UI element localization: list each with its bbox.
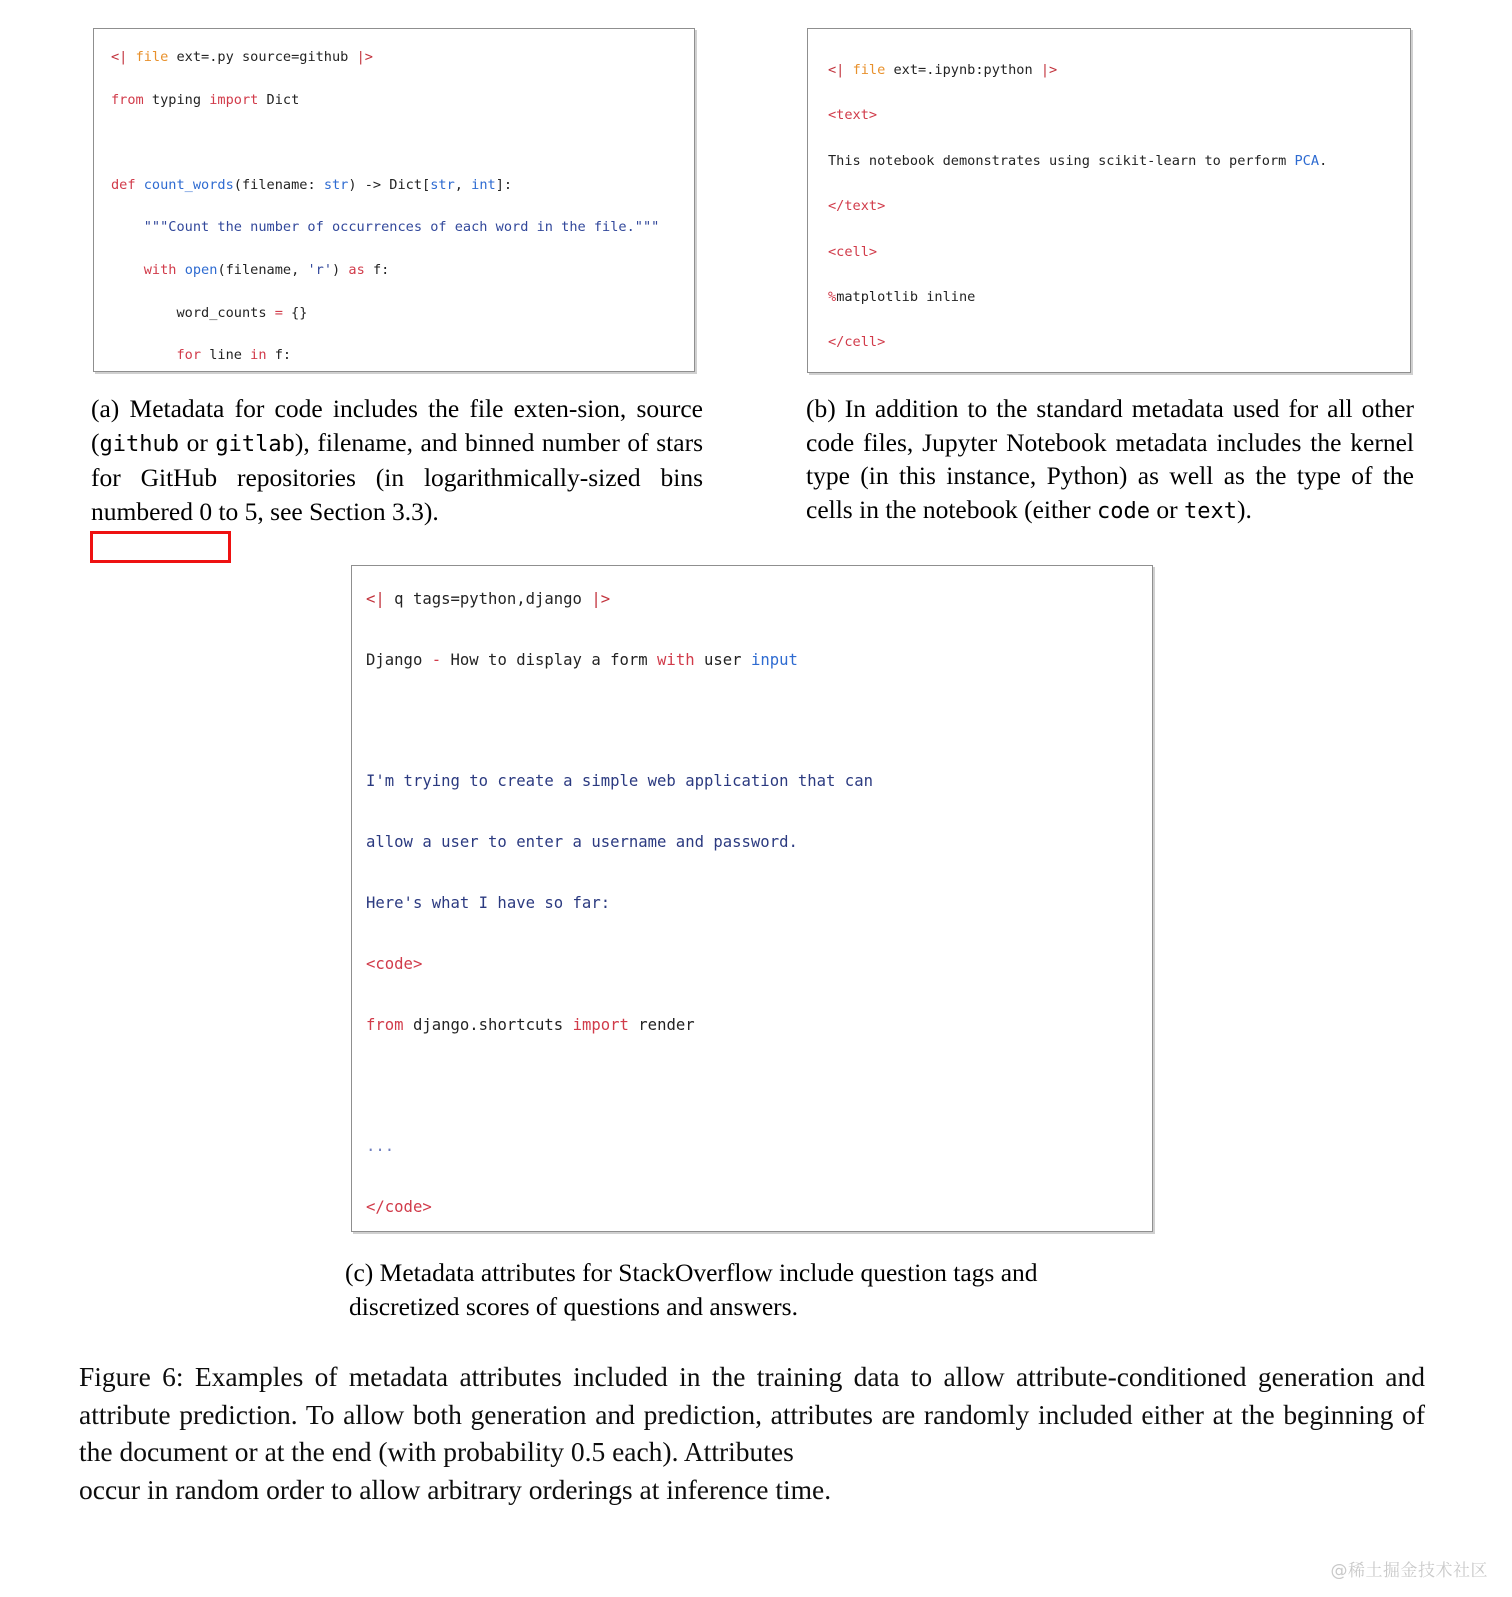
code-token: line bbox=[201, 347, 251, 364]
figure-caption bbox=[79, 1358, 1425, 1508]
code-line bbox=[366, 1192, 1152, 1222]
subcaption-b-mono-code: code bbox=[1097, 498, 1151, 524]
code-token: <cell> bbox=[828, 243, 878, 260]
code-token: open bbox=[184, 261, 218, 278]
code-token: import bbox=[572, 1015, 629, 1034]
code-token: <| bbox=[828, 62, 853, 78]
panel-a-code-lines bbox=[111, 47, 694, 372]
code-token: % bbox=[828, 289, 837, 306]
code-token: q tags=python,django bbox=[394, 590, 592, 608]
subcaption-b-part2: or bbox=[1150, 494, 1185, 524]
code-token: </text> bbox=[828, 198, 886, 215]
panel-c-code-lines bbox=[366, 584, 1152, 1232]
code-token: def bbox=[111, 176, 136, 193]
code-token: ... bbox=[366, 1137, 395, 1156]
code-line bbox=[111, 175, 694, 196]
code-token: = bbox=[274, 304, 283, 321]
code-line bbox=[366, 1071, 1152, 1101]
code-token: allow a user to enter a username and password. bbox=[366, 833, 798, 852]
code-token: (filename, bbox=[217, 261, 308, 278]
code-line bbox=[366, 888, 1152, 918]
code-line bbox=[111, 260, 694, 281]
subcaption-b-part1: (b) In addition to the standard metadata used for all other code files, Jupyter Notebook metadata includes the kernel type (in this instance, Python) as well as the type of the cells in the notebook (either bbox=[806, 394, 1414, 524]
code-example-panel-c bbox=[351, 565, 1153, 1232]
code-line bbox=[111, 47, 694, 68]
subcaption-c bbox=[345, 1256, 1165, 1323]
code-line bbox=[366, 766, 1152, 796]
code-line bbox=[366, 645, 1152, 675]
subcaption-a-mono-gitlab: gitlab bbox=[215, 431, 295, 457]
subcaption-c-line2: discretized scores of questions and answers. bbox=[349, 1291, 798, 1321]
code-line bbox=[366, 827, 1152, 857]
code-line bbox=[366, 584, 1152, 614]
subcaption-b-mono-text: text bbox=[1184, 498, 1238, 524]
subcaption-c-line1: (c) Metadata attributes for StackOverflow include question tags and bbox=[345, 1258, 1038, 1287]
code-token: ]: bbox=[495, 176, 513, 193]
code-line bbox=[366, 1010, 1152, 1040]
code-token: ext=.py source=github bbox=[168, 49, 357, 65]
code-token: typing bbox=[143, 91, 210, 108]
code-example-panel-b bbox=[807, 28, 1411, 373]
code-token: {} bbox=[282, 304, 308, 321]
code-token: . bbox=[1319, 152, 1328, 169]
code-token: from bbox=[366, 1015, 404, 1034]
code-token: How to display a form bbox=[441, 650, 658, 669]
subcaption-b bbox=[806, 392, 1414, 528]
subcaption-a bbox=[91, 392, 703, 528]
code-token bbox=[111, 219, 144, 235]
code-token: ) bbox=[332, 261, 349, 278]
subcaption-a-part2: or bbox=[178, 427, 216, 457]
section-3-3-highlight-box bbox=[90, 531, 231, 563]
code-line bbox=[111, 303, 694, 324]
code-token: ext=.ipynb:python bbox=[885, 62, 1041, 78]
code-token: PCA bbox=[1294, 152, 1320, 169]
code-token: <| bbox=[366, 590, 395, 608]
subcaption-a-part3: ), filename, and binned number of stars for GitHub repositories (in logarithmically-sized bins numbered 0 to 5, see bbox=[91, 427, 703, 526]
code-token: file bbox=[852, 62, 886, 78]
figure-caption-body: Figure 6: Examples of metadata attributes included in the training data to allow attribute-conditioned generation and attribute prediction. To allow both generation and prediction, attributes are randomly included either at the beginning of the document or at the end (with probability 0.5 each). Attributes bbox=[79, 1361, 1425, 1467]
code-line bbox=[828, 195, 1410, 218]
code-example-panel-a bbox=[93, 28, 695, 372]
code-token: import bbox=[209, 91, 259, 108]
code-token: f: bbox=[266, 347, 292, 364]
code-line bbox=[828, 331, 1410, 354]
figure-caption-lastline: occur in random order to allow arbitrary orderings at inference time. bbox=[79, 1473, 832, 1505]
code-token: with bbox=[657, 650, 695, 669]
code-token: Django bbox=[366, 650, 432, 669]
code-token: </cell> bbox=[828, 334, 886, 351]
code-token: (filename: bbox=[233, 176, 324, 193]
code-token: file bbox=[135, 49, 169, 65]
code-token: This notebook demonstrates using scikit-learn to perform bbox=[828, 152, 1295, 169]
code-token bbox=[111, 347, 176, 363]
code-token: str bbox=[430, 176, 455, 193]
code-token: |> bbox=[1040, 62, 1058, 78]
code-line bbox=[366, 949, 1152, 979]
panel-b-code bbox=[808, 29, 1410, 373]
panel-b-code-lines bbox=[828, 59, 1410, 373]
code-line bbox=[366, 1131, 1152, 1161]
code-line bbox=[111, 90, 694, 111]
site-watermark: @稀土掘金技术社区 bbox=[1330, 1561, 1488, 1581]
code-token: word_counts bbox=[111, 304, 275, 321]
code-token: I'm trying to create a simple web application that can bbox=[366, 772, 873, 791]
code-line bbox=[828, 286, 1410, 309]
code-token: from bbox=[111, 91, 144, 108]
code-token: <| bbox=[111, 49, 136, 65]
subcaption-a-part4: ). bbox=[423, 496, 439, 526]
code-token: str bbox=[323, 176, 349, 193]
code-token: - bbox=[431, 650, 442, 669]
code-token: count_words bbox=[143, 176, 234, 193]
code-token: matplotlib inline bbox=[836, 289, 976, 306]
subcaption-a-part1: (a) Metadata for code includes the file exten-sion, source ( bbox=[91, 394, 703, 457]
code-token: <code> bbox=[366, 954, 423, 973]
code-token: |> bbox=[356, 49, 373, 65]
code-line bbox=[366, 706, 1152, 736]
code-token: in bbox=[250, 347, 267, 364]
code-token bbox=[177, 262, 185, 278]
panel-a-code bbox=[94, 29, 694, 372]
code-token: """Count the number of occurrences of each word in the file.""" bbox=[143, 219, 660, 236]
code-token: Dict bbox=[258, 91, 300, 108]
code-token: </code> bbox=[366, 1198, 432, 1217]
code-token: for bbox=[176, 347, 202, 364]
code-line bbox=[828, 59, 1410, 82]
code-token: ) -> Dict[ bbox=[348, 176, 431, 193]
code-token: int bbox=[471, 176, 496, 193]
code-token: |> bbox=[591, 590, 611, 608]
code-token: <text> bbox=[828, 107, 878, 124]
code-token: render bbox=[628, 1015, 695, 1034]
code-token: , bbox=[454, 176, 472, 193]
subcaption-b-part3: ). bbox=[1237, 494, 1252, 524]
code-line bbox=[828, 150, 1410, 173]
code-token bbox=[111, 262, 144, 278]
code-line bbox=[111, 345, 694, 366]
code-token: input bbox=[750, 650, 798, 669]
subcaption-a-section-ref[interactable]: Section 3.3 bbox=[309, 496, 424, 526]
code-token: f: bbox=[364, 261, 390, 278]
code-token: Here's what I have so far: bbox=[366, 894, 611, 913]
panel-c-code bbox=[352, 566, 1152, 1232]
code-line bbox=[828, 241, 1410, 264]
code-token: as bbox=[348, 261, 365, 278]
code-line bbox=[828, 104, 1410, 127]
code-line bbox=[111, 132, 694, 153]
code-line bbox=[111, 217, 694, 238]
code-token: user bbox=[694, 650, 751, 669]
code-token: 'r' bbox=[307, 261, 333, 278]
code-token: with bbox=[143, 261, 177, 278]
subcaption-a-mono-github: github bbox=[99, 431, 179, 457]
code-token: django.shortcuts bbox=[403, 1015, 573, 1034]
code-token bbox=[136, 177, 144, 193]
